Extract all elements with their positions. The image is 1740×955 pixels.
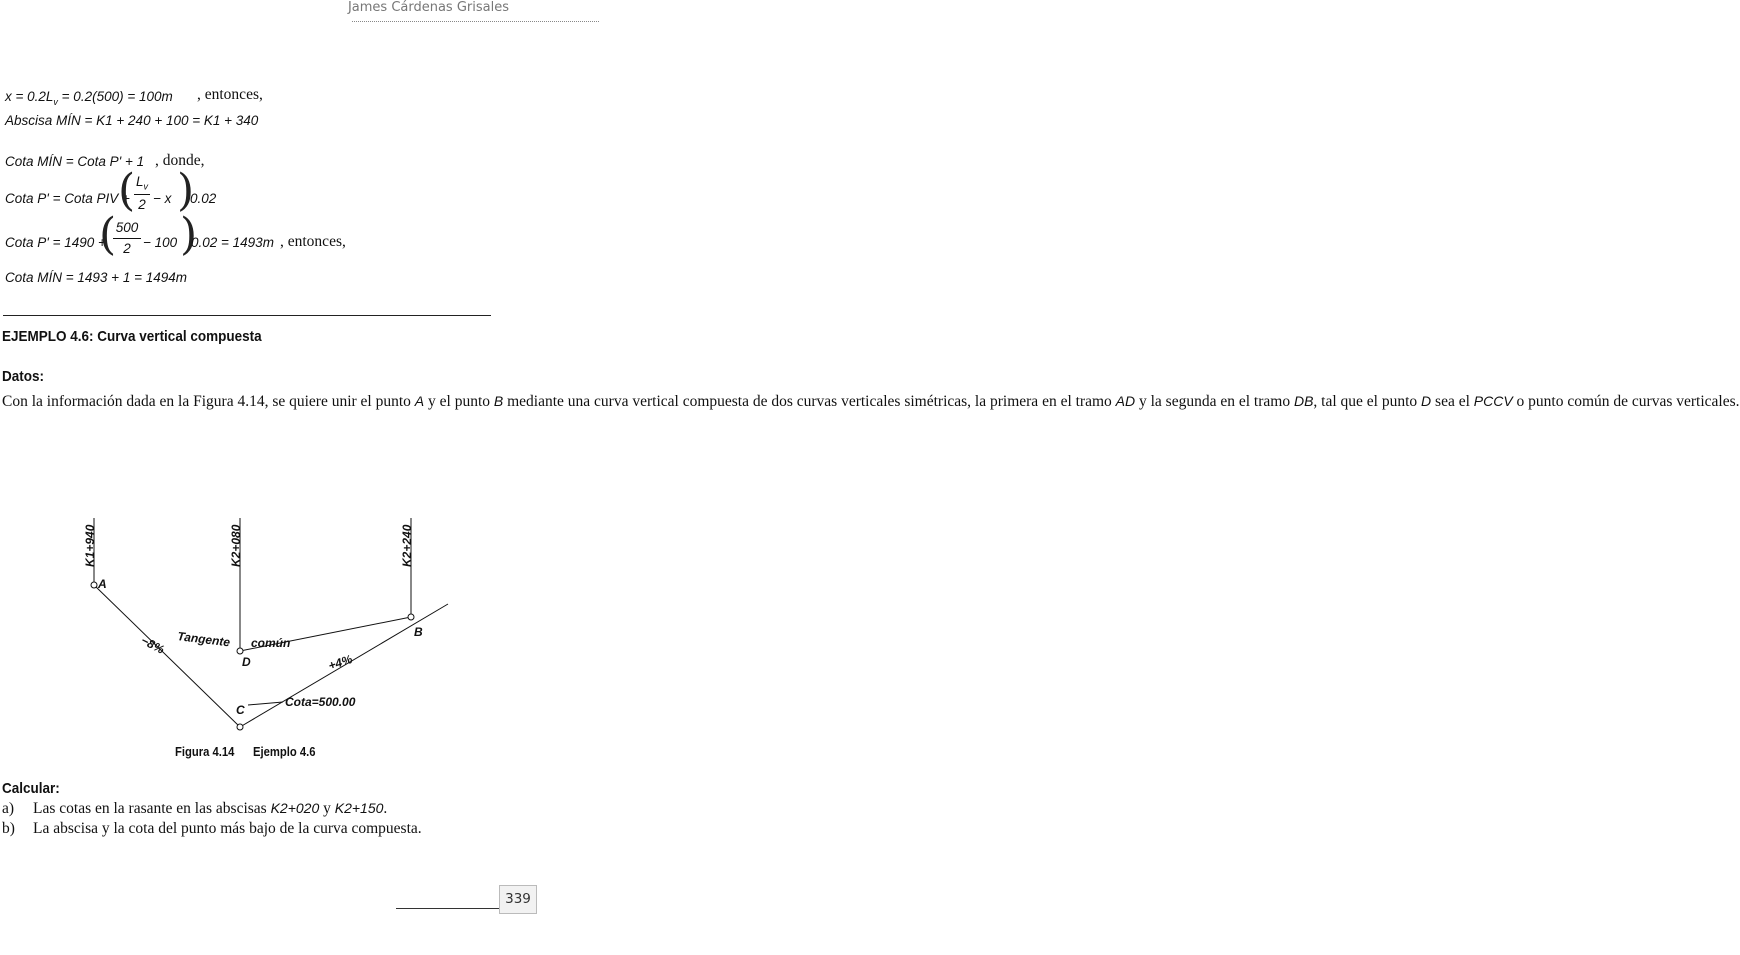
station-label-2: K2+080 — [229, 524, 243, 567]
calcular-label: Calcular: — [2, 780, 60, 797]
equation-1-right: = 0.2(500) = 100m — [57, 89, 173, 104]
point-c-label: C — [236, 703, 245, 717]
fraction-5-denominator: 2 — [123, 241, 131, 256]
equation-4-mid: − x — [153, 191, 172, 206]
equation-5-text: , entonces, — [280, 233, 346, 250]
station-label-1: K1+940 — [83, 524, 97, 567]
equation-line-3: Cota MÍN = Cota P' + 1 — [5, 154, 145, 169]
example-paragraph: Con la información dada en la Figura 4.14, se quiere unir el punto A y el punto B mediante una curva vertical compuesta de dos curvas verticales simétricas, la primera en el tramo AD y la segunda en el tramo DB, tal que el punto D sea el PCCV o punto común de curvas verticales. — [2, 393, 1740, 410]
point-b-marker — [408, 614, 414, 620]
point-d-label: D — [242, 655, 251, 669]
equation-5-right: 0.02 = 1493m — [191, 235, 274, 250]
point-a-marker — [91, 582, 97, 588]
page-number: 339 — [499, 885, 537, 914]
equation-line-5-left: Cota P' = 1490 + — [5, 235, 106, 250]
running-header-author: James Cárdenas Grisales — [347, 0, 509, 15]
equation-4-right: 0.02 — [190, 191, 217, 206]
station-label-3: K2+240 — [400, 524, 414, 567]
equation-3-text: , donde, — [155, 152, 205, 169]
equation-line-4-left: Cota P' = Cota PIV + — [5, 191, 130, 206]
point-b-label: B — [414, 625, 423, 639]
calcular-item-b-marker: b) — [2, 820, 15, 837]
equation-1-sub: v — [53, 97, 58, 108]
tangent-label: Tangente — [176, 629, 231, 650]
slope-left-label: −8% — [138, 633, 167, 657]
equation-1-text: , entonces, — [197, 86, 263, 103]
elevation-label: Cota=500.00 — [285, 695, 356, 709]
common-label: común — [251, 636, 291, 650]
equation-line-6: Cota MÍN = 1493 + 1 = 1494m — [5, 270, 187, 285]
calcular-item-a: Las cotas en la rasante en las abscisas K2+020 y K2+150. — [33, 800, 388, 817]
point-d-marker — [237, 648, 243, 654]
fraction-4-numerator: $L_v$ — [135, 174, 148, 192]
paren-open-2: ( — [99, 209, 117, 260]
figure-caption-text: Ejemplo 4.6 — [253, 745, 316, 759]
figure-caption-number: Figura 4.14 — [175, 745, 235, 759]
calcular-item-b: La abscisa y la cota del punto más bajo de la curva compuesta. — [33, 820, 422, 837]
fraction-5-numerator: 500 — [115, 220, 139, 235]
tangent-line-ac — [94, 585, 240, 727]
point-a-label: A — [98, 577, 107, 591]
equation-line-2: Abscisa MÍN = K1 + 240 + 100 = K1 + 340 — [5, 113, 259, 128]
datos-label: Datos: — [2, 368, 45, 385]
point-c-marker — [237, 724, 243, 730]
calcular-item-a-marker: a) — [2, 800, 15, 817]
equation-5-mid: − 100 — [143, 235, 178, 250]
fraction-4-denominator: 2 — [138, 197, 146, 212]
equation-1-left: x = 0.2L — [5, 89, 54, 104]
paren-close-1: ) — [177, 165, 195, 216]
paren-open-1: ( — [118, 165, 136, 216]
slope-right-label: +4% — [326, 652, 355, 673]
example-title: EJEMPLO 4.6: Curva vertical compuesta — [2, 328, 262, 345]
paren-close-2: ) — [180, 209, 198, 260]
page-number-rule — [396, 908, 499, 909]
